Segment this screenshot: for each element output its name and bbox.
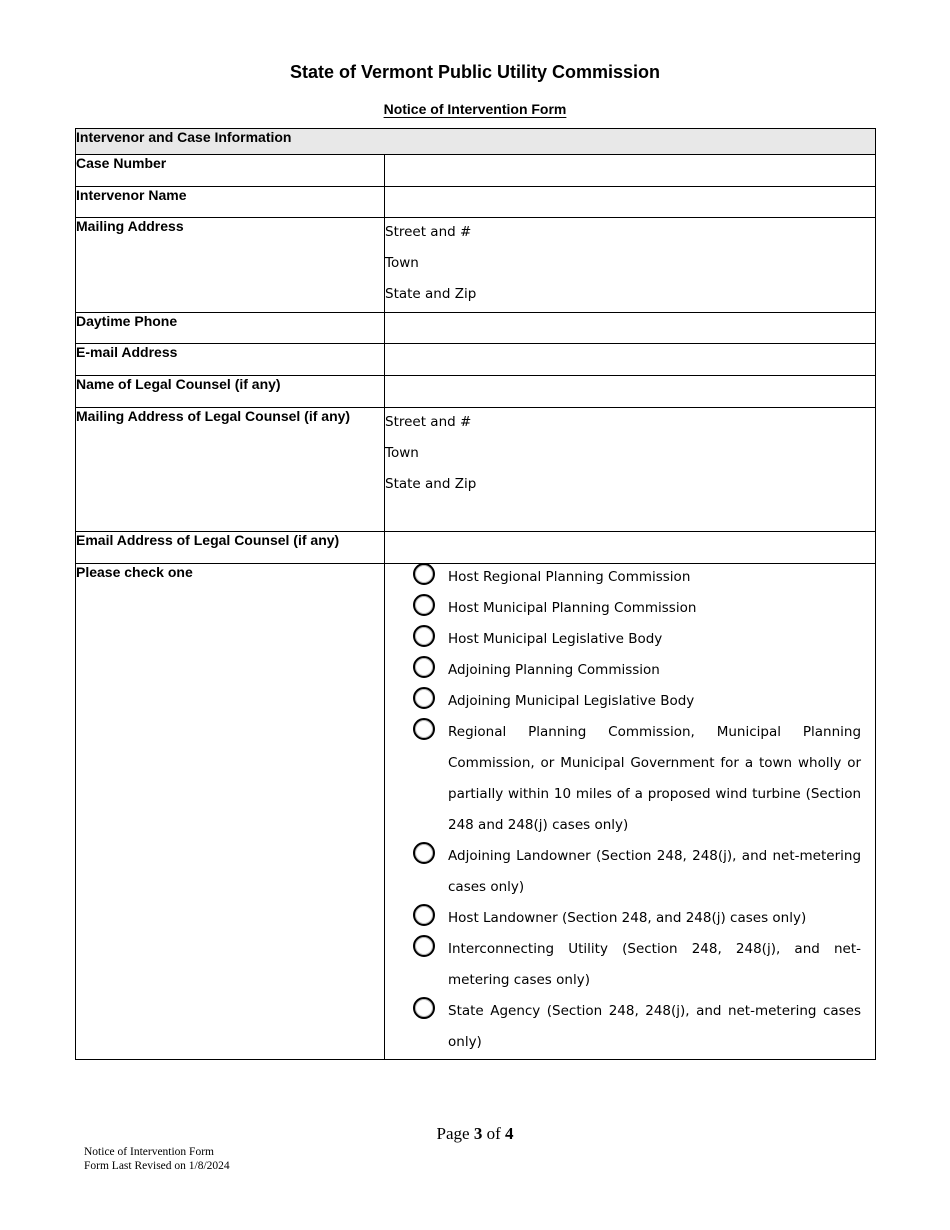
form-subtitle-text: Notice of Intervention Form: [383, 101, 567, 117]
counsel-email-field[interactable]: [385, 532, 876, 564]
page-prefix: Page: [436, 1124, 470, 1143]
option-label: Interconnecting Utility (Section 248, 248(j), and net-metering cases only): [448, 941, 862, 988]
counsel-address-label: Mailing Address of Legal Counsel (if any): [76, 408, 385, 532]
email-field[interactable]: [385, 344, 876, 376]
counsel-town-line: Town: [385, 445, 419, 461]
radio-circle-icon[interactable]: [413, 563, 435, 585]
option-host-municipal-planning[interactable]: [385, 593, 875, 624]
section-header: Intervenor and Case Information: [76, 129, 876, 155]
counsel-street-line: Street and #: [385, 414, 472, 430]
radio-circle-icon[interactable]: [413, 935, 435, 957]
option-label: Adjoining Landowner (Section 248, 248(j), and net-metering cases only): [448, 848, 862, 895]
mailing-town-line: Town: [385, 255, 419, 271]
mailing-state-zip-line: State and Zip: [385, 286, 477, 302]
option-host-landowner[interactable]: [385, 903, 875, 934]
intervenor-name-field[interactable]: [385, 187, 876, 218]
option-state-agency[interactable]: [385, 996, 875, 1058]
option-adjoining-municipal-legislative[interactable]: [385, 686, 875, 717]
option-list: [385, 564, 876, 1060]
counsel-email-label: Email Address of Legal Counsel (if any): [76, 532, 385, 564]
option-label: Regional Planning Commission, Municipal Planning Commission, or Municipal Government for a town wholly or partially within 10 miles of a proposed wind turbine (Section 248 and 248(j) cases only): [448, 724, 862, 833]
page-current: 3: [473, 1124, 483, 1143]
mailing-address-field[interactable]: [385, 218, 876, 313]
page-of: of: [486, 1124, 501, 1143]
option-host-municipal-legislative[interactable]: [385, 624, 875, 655]
footer-revised-date: Form Last Revised on 1/8/2024: [84, 1160, 230, 1172]
case-number-label: Case Number: [76, 155, 385, 187]
option-label: Host Landowner (Section 248, and 248(j) cases only): [448, 910, 807, 926]
option-label: Adjoining Municipal Legislative Body: [448, 693, 695, 709]
radio-circle-icon[interactable]: [413, 842, 435, 864]
daytime-phone-field[interactable]: [385, 313, 876, 344]
option-label: Host Regional Planning Commission: [448, 569, 691, 585]
radio-circle-icon[interactable]: [413, 718, 435, 740]
option-host-regional-planning[interactable]: [385, 562, 875, 593]
legal-counsel-field[interactable]: [385, 376, 876, 408]
radio-circle-icon[interactable]: [413, 594, 435, 616]
legal-counsel-label: Name of Legal Counsel (if any): [76, 376, 385, 408]
option-adjoining-planning[interactable]: [385, 655, 875, 686]
footer-form-name: Notice of Intervention Form: [84, 1146, 214, 1158]
page-title: State of Vermont Public Utility Commission: [289, 62, 661, 82]
email-label: E-mail Address: [76, 344, 385, 376]
intervention-form-table: [75, 128, 876, 1060]
page-number: [0, 1124, 950, 1144]
footer-form-info: [84, 1145, 230, 1173]
option-wind-turbine-towns[interactable]: [385, 717, 875, 841]
option-label: Host Municipal Planning Commission: [448, 600, 697, 616]
option-adjoining-landowner[interactable]: [385, 841, 875, 903]
mailing-address-label: Mailing Address: [76, 218, 385, 313]
radio-circle-icon[interactable]: [413, 687, 435, 709]
counsel-address-field[interactable]: [385, 408, 876, 532]
daytime-phone-label: Daytime Phone: [76, 313, 385, 344]
mailing-street-line: Street and #: [385, 224, 472, 240]
radio-circle-icon[interactable]: [413, 656, 435, 678]
radio-circle-icon[interactable]: [413, 625, 435, 647]
counsel-state-zip-line: State and Zip: [385, 476, 477, 492]
option-label: Adjoining Planning Commission: [448, 662, 660, 678]
option-label: State Agency (Section 248, 248(j), and net-metering cases only): [448, 1003, 862, 1050]
case-number-field[interactable]: [385, 155, 876, 187]
option-interconnecting-utility[interactable]: [385, 934, 875, 996]
page-total: 4: [504, 1124, 514, 1143]
intervenor-name-label: Intervenor Name: [76, 187, 385, 218]
radio-circle-icon[interactable]: [413, 904, 435, 926]
check-one-label: Please check one: [76, 564, 385, 1060]
form-subtitle: [0, 101, 950, 117]
radio-circle-icon[interactable]: [413, 997, 435, 1019]
option-label: Host Municipal Legislative Body: [448, 631, 663, 647]
